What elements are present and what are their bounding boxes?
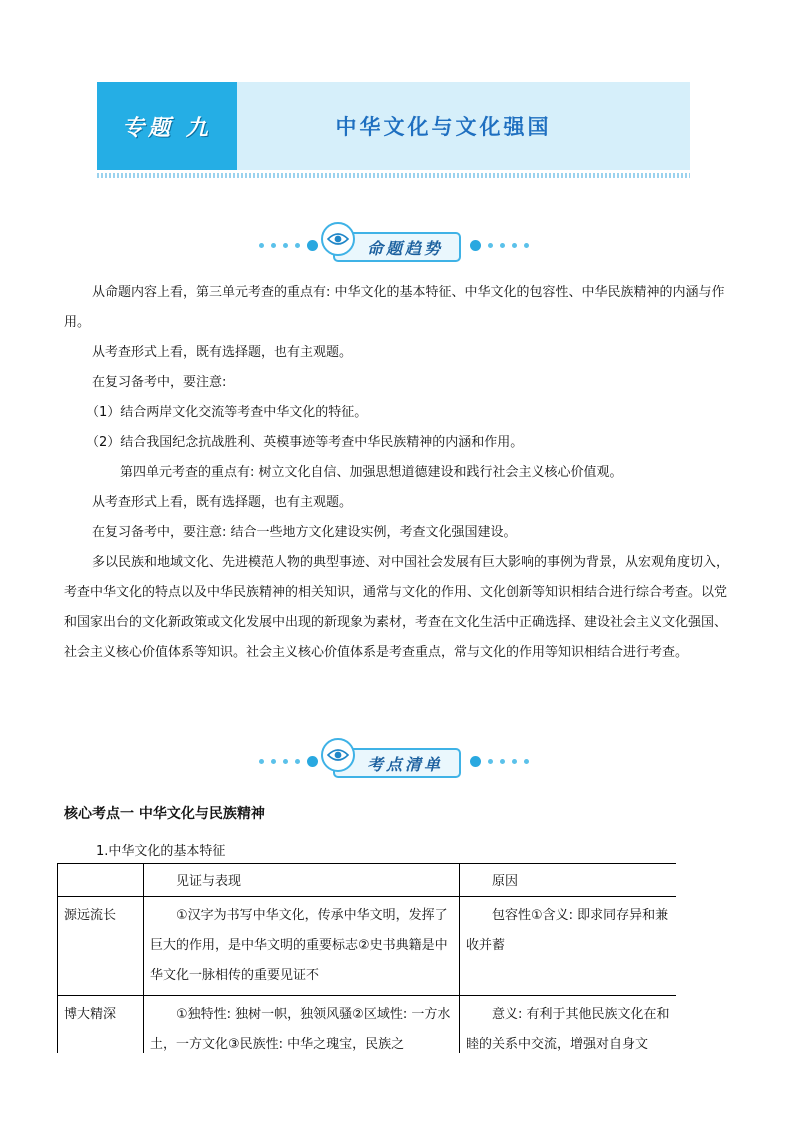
decorative-dots-left xyxy=(259,756,318,767)
table-header-cell xyxy=(58,864,144,897)
decorative-dots-left xyxy=(259,240,318,251)
topic-banner xyxy=(97,82,690,170)
section-badge-label: 考点清单 xyxy=(366,754,443,774)
table-cell: 博大精深 xyxy=(58,996,144,1054)
features-table xyxy=(57,863,676,1053)
page-title: 中华文化与文化强国 xyxy=(335,115,552,139)
page-title-box xyxy=(237,82,690,170)
sub-heading: 1.中华文化的基本特征 xyxy=(96,844,226,859)
table-cell: 包容性①含义: 即求同存异和兼收并蓄 xyxy=(460,897,677,996)
section-badge-trend xyxy=(253,222,543,268)
table-header-row xyxy=(58,864,677,897)
table-row xyxy=(58,996,677,1054)
eye-icon xyxy=(321,738,355,772)
paragraph: （2）结合我国纪念抗战胜利、英模事迹等考查中华民族精神的内涵和作用。 xyxy=(86,435,524,450)
banner-divider xyxy=(97,173,690,178)
eye-icon xyxy=(321,222,355,256)
table-cell: 意义: 有利于其他民族文化在和睦的关系中交流，增强对自身文 xyxy=(460,996,677,1054)
table-cell: ①独特性: 独树一帜，独领风骚②区域性: 一方水土，一方文化③民族性: 中华之瑰宝，民族之 xyxy=(144,996,460,1054)
paragraph: 在复习备考中，要注意: 结合一些地方文化建设实例，考查文化强国建设。 xyxy=(92,525,517,540)
trend-text xyxy=(64,278,734,668)
table-header-cell: 原因 xyxy=(460,864,677,897)
table-cell: 源远流长 xyxy=(58,897,144,996)
paragraph: 在复习备考中，要注意: xyxy=(92,375,227,390)
section-badge-checklist xyxy=(253,738,543,784)
section-badge-label: 命题趋势 xyxy=(366,238,443,258)
paragraph: 第四单元考查的重点有: 树立文化自信、加强思想道德建设和践行社会主义核心价值观。 xyxy=(120,465,623,480)
paragraph: 从考查形式上看，既有选择题，也有主观题。 xyxy=(92,495,353,510)
core-point-heading: 核心考点一 中华文化与民族精神 xyxy=(64,806,265,822)
decorative-dots-right xyxy=(470,240,529,251)
table-header-cell: 见证与表现 xyxy=(144,864,460,897)
table-row xyxy=(58,897,677,996)
paragraph: 多以民族和地域文化、先进模范人物的典型事迹、对中国社会发展有巨大影响的事例为背景，从宏观角度切入，考查中华文化的特点以及中华民族精神的相关知识，通常与文化的作用、文化创新等知识相结合进行综合考查。以党和国家出台的文化新政策或文化发展中出现的新现象为素材，考查在文化生活中正确选择、建设社会主义文化强国、社会主义核心价值体系等知识。社会主义核心价值体系是考查重点，常与文化的作用等知识相结合进行考查。 xyxy=(64,555,730,660)
paragraph: （1）结合两岸文化交流等考查中华文化的特征。 xyxy=(86,405,368,420)
paragraph: 从考查形式上看，既有选择题，也有主观题。 xyxy=(92,345,353,360)
topic-label-box xyxy=(97,82,237,170)
decorative-dots-right xyxy=(470,756,529,767)
topic-label: 专题 九 xyxy=(122,114,212,141)
paragraph: 从命题内容上看，第三单元考查的重点有: 中华文化的基本特征、中华文化的包容性、中华民族精神的内涵与作用。 xyxy=(64,285,725,330)
table-cell: ①汉字为书写中华文化，传承中华文明，发挥了巨大的作用，是中华文明的重要标志②史书典籍是中华文化一脉相传的重要见证不 xyxy=(144,897,460,996)
